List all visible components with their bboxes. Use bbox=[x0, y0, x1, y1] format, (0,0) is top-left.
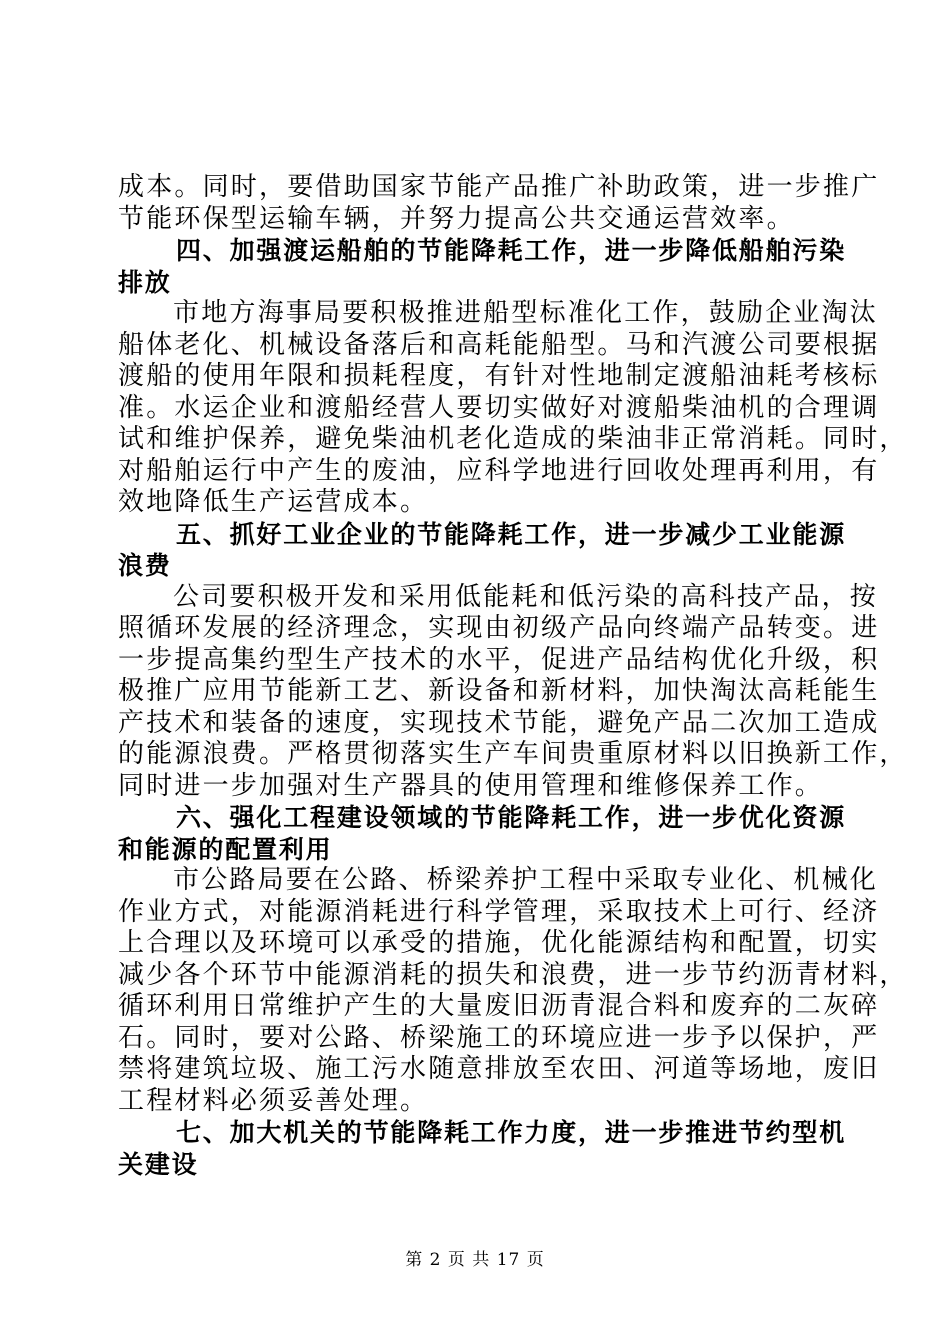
paragraph-line: 极推广应用节能新工艺、新设备和新材料，加快淘汰高耗能生 bbox=[118, 676, 880, 706]
section-heading-line: 和能源的配置利用 bbox=[118, 834, 333, 864]
page-footer: 第 2 页 共 17 页 bbox=[405, 1250, 545, 1270]
paragraph-line: 成本。同时，要借助国家节能产品推广补助政策，进一步推广 bbox=[118, 172, 880, 202]
paragraph-line: 一步提高集约型生产技术的水平，促进产品结构优化升级，积 bbox=[118, 644, 880, 675]
paragraph-line: 渡船的使用年限和损耗程度，有针对性地制定渡船油耗考核标 bbox=[118, 361, 880, 391]
paragraph-line: 工程材料必须妥善处理。 bbox=[118, 1085, 429, 1116]
section-heading-line: 五、抓好工业企业的节能降耗工作，进一步减少工业能源 bbox=[176, 519, 847, 549]
paragraph-line: 同时进一步加强对生产器具的使用管理和维修保养工作。 bbox=[118, 770, 824, 801]
paragraph-line: 节能环保型运输车辆，并努力提高公共交通运营效率。 bbox=[118, 203, 795, 234]
paragraph-line: 上合理以及环境可以承受的措施，优化能源结构和配置，切实 bbox=[118, 928, 880, 958]
paragraph-line: 对船舶运行中产生的废油，应科学地进行回收处理再利用，有 bbox=[118, 455, 880, 486]
paragraph-line: 照循环发展的经济理念，实现由初级产品向终端产品转变。进 bbox=[118, 613, 880, 643]
section-heading-line: 四、加强渡运船舶的节能降耗工作，进一步降低船舶污染 bbox=[176, 236, 847, 265]
section-heading-line: 排放 bbox=[118, 267, 172, 297]
paragraph-line: 禁将建筑垃圾、施工污水随意排放至农田、河道等场地，废旧 bbox=[118, 1054, 880, 1084]
paragraph-line: 产技术和装备的速度，实现技术节能，避免产品二次加工造成 bbox=[118, 707, 880, 738]
paragraph-line: 作业方式，对能源消耗进行科学管理，采取技术上可行、经济 bbox=[118, 896, 880, 927]
document-body bbox=[118, 172, 908, 1180]
paragraph-line: 船体老化、机械设备落后和高耗能船型。马和汽渡公司要根据 bbox=[118, 329, 880, 360]
paragraph-line: 石。同时，要对公路、桥梁施工的环境应进一步予以保护，严 bbox=[118, 1022, 880, 1053]
section-heading-line: 关建设 bbox=[118, 1149, 199, 1179]
section-heading-line: 七、加大机关的节能降耗工作力度，进一步推进节约型机 bbox=[176, 1118, 847, 1147]
paragraph-line: 准。水运企业和渡船经营人要切实做好对渡船柴油机的合理调 bbox=[118, 392, 880, 423]
section-heading-line: 浪费 bbox=[118, 551, 172, 580]
paragraph-line: 的能源浪费。严格贯彻落实生产车间贵重原材料以旧换新工作， bbox=[118, 739, 908, 769]
paragraph-line: 减少各个环节中能源消耗的损失和浪费，进一步节约沥青材料， bbox=[118, 959, 908, 990]
paragraph-line: 效地降低生产运营成本。 bbox=[118, 487, 429, 517]
paragraph-line: 循环利用日常维护产生的大量废旧沥青混合料和废弃的二灰碎 bbox=[118, 991, 880, 1021]
paragraph-line: 公司要积极开发和采用低能耗和低污染的高科技产品，按 bbox=[173, 581, 879, 612]
section-heading-line: 六、强化工程建设领域的节能降耗工作，进一步优化资源 bbox=[176, 803, 847, 832]
paragraph-line: 市地方海事局要积极推进船型标准化工作，鼓励企业淘汰 bbox=[173, 298, 879, 328]
paragraph-line: 市公路局要在公路、桥梁养护工程中采取专业化、机械化 bbox=[173, 865, 879, 895]
paragraph-line: 试和维护保养，避免柴油机老化造成的柴油非正常消耗。同时， bbox=[118, 424, 908, 454]
